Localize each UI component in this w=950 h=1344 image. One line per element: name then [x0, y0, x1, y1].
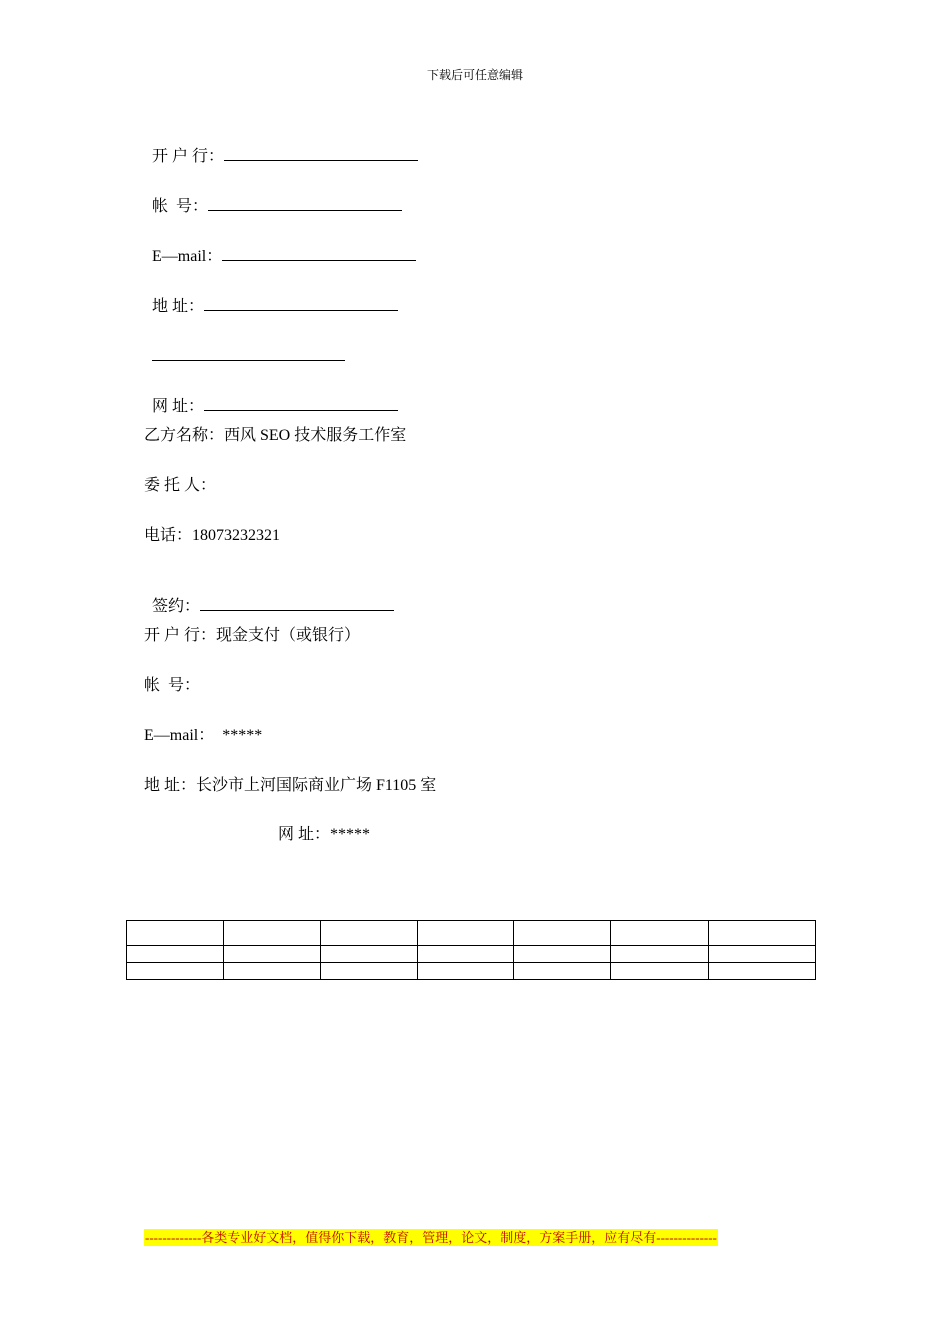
party-a-email-blank	[222, 246, 416, 261]
page-header: 下载后可任意编辑	[426, 68, 523, 82]
table-cell	[223, 946, 320, 963]
table-cell	[611, 946, 709, 963]
party-b-phone-line: 电话：18073232321	[144, 527, 281, 544]
party-b-agent-line: 委 托 人：	[144, 477, 217, 494]
party-a-address-row	[144, 276, 398, 317]
table-cell	[127, 921, 224, 946]
party-b-email-line: E—mail： *****	[144, 727, 263, 744]
table-row	[127, 963, 816, 980]
party-a-address-continuation-row	[144, 326, 345, 367]
party-a-bank-label: 开 户 行：	[152, 148, 225, 165]
table-row	[127, 946, 816, 963]
table-cell	[611, 963, 709, 980]
party-a-email-row	[144, 226, 416, 267]
party-a-account-row	[144, 176, 402, 217]
party-b-name-line: 乙方名称：西风 SEO 技术服务工作室	[144, 427, 407, 444]
party-a-website-row	[144, 376, 398, 417]
party-a-address-continuation-blank	[152, 346, 345, 361]
table-cell	[709, 963, 816, 980]
party-b-bank-line: 开 户 行：现金支付（或银行）	[144, 627, 361, 644]
party-a-address-label: 地 址：	[152, 298, 205, 315]
table-cell	[417, 946, 514, 963]
table-cell	[514, 963, 611, 980]
table-row	[127, 921, 816, 946]
party-a-website-blank	[204, 396, 398, 411]
party-a-account-label: 帐 号：	[152, 198, 209, 215]
table-cell	[514, 921, 611, 946]
table-cell	[709, 946, 816, 963]
party-b-address-line: 地 址：长沙市上河国际商业广场 F1105 室	[144, 777, 437, 794]
party-b-sign-label: 签约：	[152, 598, 201, 615]
table-cell	[223, 921, 320, 946]
party-b-sign-row	[144, 576, 394, 617]
table-cell	[223, 963, 320, 980]
party-b-sign-blank	[200, 596, 394, 611]
party-a-email-label: E—mail：	[152, 248, 223, 265]
table-cell	[127, 946, 224, 963]
party-a-bank-blank	[224, 146, 418, 161]
table-cell	[417, 963, 514, 980]
table-cell	[320, 963, 417, 980]
table-cell	[611, 921, 709, 946]
table-cell	[320, 921, 417, 946]
party-b-account-line: 帐 号：	[144, 677, 201, 694]
party-b-website-line: 网 址：*****	[278, 826, 371, 843]
table-cell	[514, 946, 611, 963]
party-a-account-blank	[208, 196, 402, 211]
table-cell	[127, 963, 224, 980]
table-cell	[320, 946, 417, 963]
footer-banner: -------------各类专业好文档，值得你下载，教育，管理，论文，制度，方案手册，应有尽有--------------	[145, 1230, 717, 1245]
table-cell	[417, 921, 514, 946]
party-a-website-label: 网 址：	[152, 398, 205, 415]
table-cell	[709, 921, 816, 946]
party-a-bank-row	[144, 126, 418, 167]
party-a-address-blank	[204, 296, 398, 311]
empty-table	[126, 920, 816, 980]
